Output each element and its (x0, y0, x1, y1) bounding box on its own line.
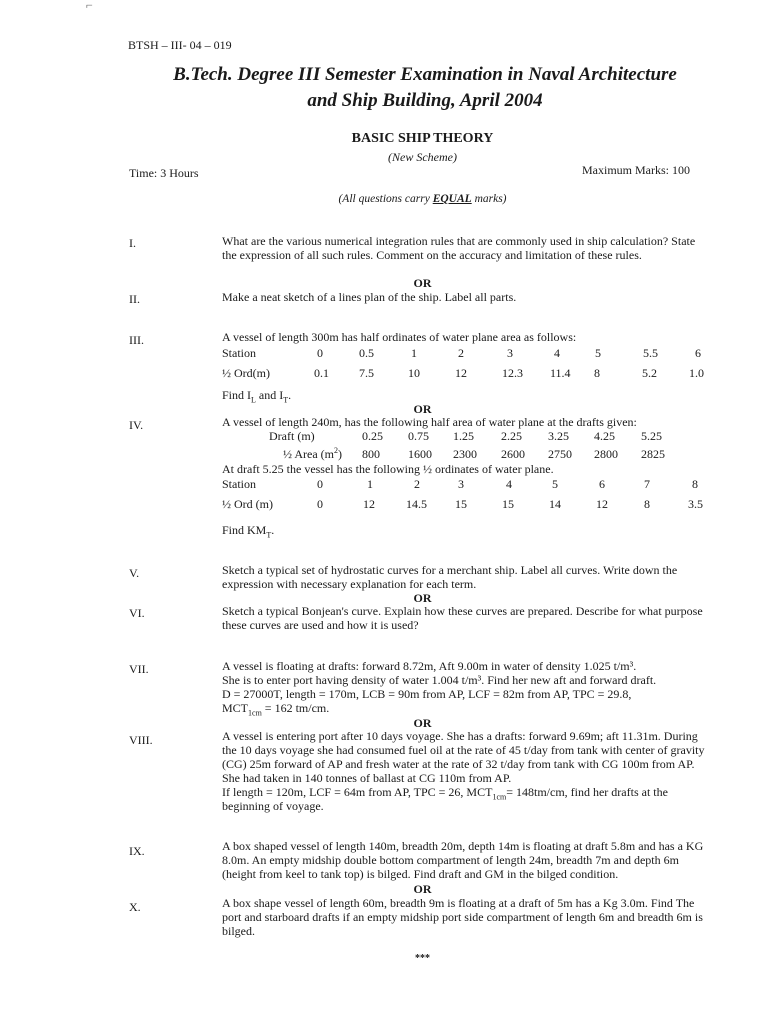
table-cell: 1.25 (453, 429, 474, 443)
question-text: Sketch a typical Bonjean's curve. Explain how these curves are prepared. Describe for what purpose these curves are used and how it is used? (222, 604, 703, 632)
question-line (222, 701, 722, 718)
table-row (222, 497, 722, 511)
table-cell: 4.25 (594, 429, 615, 443)
table-cell: 1600 (408, 447, 432, 461)
table-row (222, 477, 722, 491)
table-cell: 2 (458, 346, 464, 360)
question-number: X. (129, 900, 141, 914)
table-cell: 8 (594, 366, 600, 380)
scheme-note: (New Scheme) (388, 150, 457, 164)
exam-title-line2: and Ship Building, April 2004 (307, 90, 543, 111)
table-cell: 5.25 (641, 429, 662, 443)
table-cell: 11.4 (550, 366, 571, 380)
question-text: A box shape vessel of length 60m, breadth 9m is floating at a draft of 5m has a Kg 3.0m. Find The port and starboard drafts if an empty midship port side compartment of length 6m and breadth 6m is bilged. (222, 896, 703, 938)
or-separator: OR (413, 716, 432, 730)
question-number: V. (129, 566, 140, 580)
line-subscript: 1cm (248, 708, 262, 718)
table-cell: 6 (599, 477, 605, 491)
table-cell: 6 (695, 346, 701, 360)
table-cell: 1 (411, 346, 417, 360)
table-cell: 2300 (453, 447, 477, 461)
table-cell: 15 (502, 497, 514, 511)
row-label: ½ Ord (m) (222, 497, 273, 511)
question-text: Sketch a typical set of hydrostatic curves for a merchant ship. Label all curves. Write down the expression with necessary explanation for each term. (222, 563, 678, 591)
paper-code: BTSH – III- 04 – 019 (128, 38, 232, 52)
table-cell: 5 (552, 477, 558, 491)
instruction-post: marks) (471, 193, 507, 205)
table-cell: 12 (363, 497, 375, 511)
question-number: III. (129, 333, 144, 347)
question-number: IX. (129, 844, 145, 858)
row-label: Station (222, 477, 257, 491)
instruction-emphasis: EQUAL (432, 193, 472, 205)
instruction-line (0, 192, 768, 206)
time-allowed: Time: 3 Hours (129, 166, 199, 180)
table-cell: 12.3 (502, 366, 523, 380)
table-cell: 14 (549, 497, 561, 511)
table-cell: 0 (317, 497, 323, 511)
table-row (222, 346, 722, 360)
question-text: A vessel of length 300m has half ordinates of water plane area as follows: (222, 330, 577, 344)
find-text: . (271, 523, 275, 537)
table-row (222, 447, 722, 461)
table-cell: 12 (455, 366, 467, 380)
question-number: VIII. (129, 733, 153, 747)
row-label: ½ Area $(m^2)$ (283, 446, 342, 461)
question-line: A vessel is floating at drafts: forward 8.72m, Aft 9.00m in water of density 1.025 t/m³. (222, 659, 637, 673)
table-cell: 0.1 (314, 366, 329, 380)
table-cell: 800 (362, 447, 380, 461)
table-cell: 0 (317, 346, 323, 360)
exam-title-line1: B.Tech. Degree III Semester Examination in Naval Architecture (173, 64, 677, 85)
para-text: = 148tm/cm, find her drafts at the beginning of voyage. (222, 785, 668, 813)
find-subscript: T (283, 395, 289, 405)
question-text: At draft 5.25 the vessel has the following ½ ordinates of water plane. (222, 462, 554, 476)
question-number: II. (129, 292, 140, 306)
question-text: A box shaped vessel of length 140m, breadth 20m, depth 14m is floating at draft 5.8m and has a KG 8.0m. An empty midship double bottom compartment of length 24m, breadth 7m and depth 6m (height from keel to tank top) is bilged. Find draft and GM in the bilged condition. (222, 839, 704, 881)
question-find (222, 523, 712, 540)
or-separator: OR (413, 276, 432, 290)
question-number: I. (129, 236, 136, 250)
question-text (222, 659, 722, 718)
table-cell: 2600 (501, 447, 525, 461)
question-line: She is to enter port having density of water 1.004 t/m³. Find her new aft and forward draft. (222, 673, 657, 687)
question-find (222, 388, 712, 405)
table-cell: 12 (596, 497, 608, 511)
question-paragraph: A vessel is entering port after 10 days voyage. She has a drafts: forward 9.69m; aft 11.31m. During the 10 days voyage she had consumed fuel oil at the rate of 45 t/day from tank with center of gravity (CG) 25m forward of AP and fresh water at the rate of 32 t/day from tank with CG 100m from AP. She had taken in 140 tonnes of ballast at CG 110m from AP. (222, 729, 705, 785)
subject-title: BASIC SHIP THEORY (351, 131, 494, 146)
para-text: If length = 120m, LCF = 64m from AP, TPC = 26, MCT (222, 785, 493, 799)
question-text: What are the various numerical integration rules that are commonly used in ship calculation? State the expression of all such rules. Comment on the accuracy and limitation of these rules. (222, 234, 696, 262)
table-cell: 0.25 (362, 429, 383, 443)
table-cell: 5.2 (642, 366, 657, 380)
maximum-marks: Maximum Marks: 100 (582, 163, 690, 177)
find-text: . (288, 388, 292, 402)
or-separator: OR (413, 882, 432, 896)
table-cell: 10 (408, 366, 420, 380)
table-cell: 3 (458, 477, 464, 491)
row-label: ½ Ord(m) (222, 366, 270, 380)
row-label: Draft (m) (269, 429, 315, 443)
table-cell: 8 (644, 497, 650, 511)
table-row (222, 366, 722, 380)
table-cell: 4 (506, 477, 512, 491)
table-cell: 5 (595, 346, 601, 360)
table-cell: 15 (455, 497, 467, 511)
find-subscript: T (266, 530, 272, 540)
table-cell: 3.5 (688, 497, 703, 511)
question-number: VI. (129, 606, 145, 620)
table-cell: 7.5 (359, 366, 374, 380)
table-cell: 5.5 (643, 346, 658, 360)
table-cell: 2 (414, 477, 420, 491)
or-separator: OR (413, 402, 432, 416)
question-text: Make a neat sketch of a lines plan of the ship. Label all parts. (222, 290, 517, 304)
table-cell: 0.5 (359, 346, 374, 360)
table-cell: 0.75 (408, 429, 429, 443)
find-text: Find KM (222, 523, 267, 537)
table-cell: 14.5 (406, 497, 427, 511)
question-number: IV. (129, 418, 144, 432)
para-subscript: 1cm (492, 792, 507, 802)
find-subscript: L (251, 395, 256, 405)
table-cell: 3.25 (548, 429, 569, 443)
table-cell: 2750 (548, 447, 572, 461)
table-cell: 2800 (594, 447, 618, 461)
question-text: A vessel of length 240m, has the following half area of water plane at the drafts given: (222, 415, 637, 429)
line-text: = 162 tm/cm. (261, 701, 330, 715)
end-mark: *** (415, 953, 430, 964)
table-cell: 4 (554, 346, 560, 360)
question-paragraph (222, 785, 712, 813)
table-cell: 7 (644, 477, 650, 491)
table-cell: 1 (367, 477, 373, 491)
find-text: and I (255, 388, 284, 402)
table-cell: 0 (317, 477, 323, 491)
scan-mark: ⌐ (86, 0, 93, 12)
instruction-pre: (All questions carry (338, 193, 433, 205)
table-cell: 1.0 (689, 366, 704, 380)
question-text (222, 729, 712, 813)
table-cell: 2.25 (501, 429, 522, 443)
find-text: Find I (222, 388, 252, 402)
table-cell: 8 (692, 477, 698, 491)
question-line: D = 27000T, length = 170m, LCB = 90m from AP, LCF = 82m from AP, TPC = 29.8, (222, 687, 632, 701)
or-separator: OR (413, 591, 432, 605)
table-cell: 3 (507, 346, 513, 360)
row-label: Station (222, 346, 257, 360)
table-cell: 2825 (641, 447, 665, 461)
line-text: MCT (222, 701, 249, 715)
question-number: VII. (129, 662, 149, 676)
table-row (222, 429, 722, 443)
